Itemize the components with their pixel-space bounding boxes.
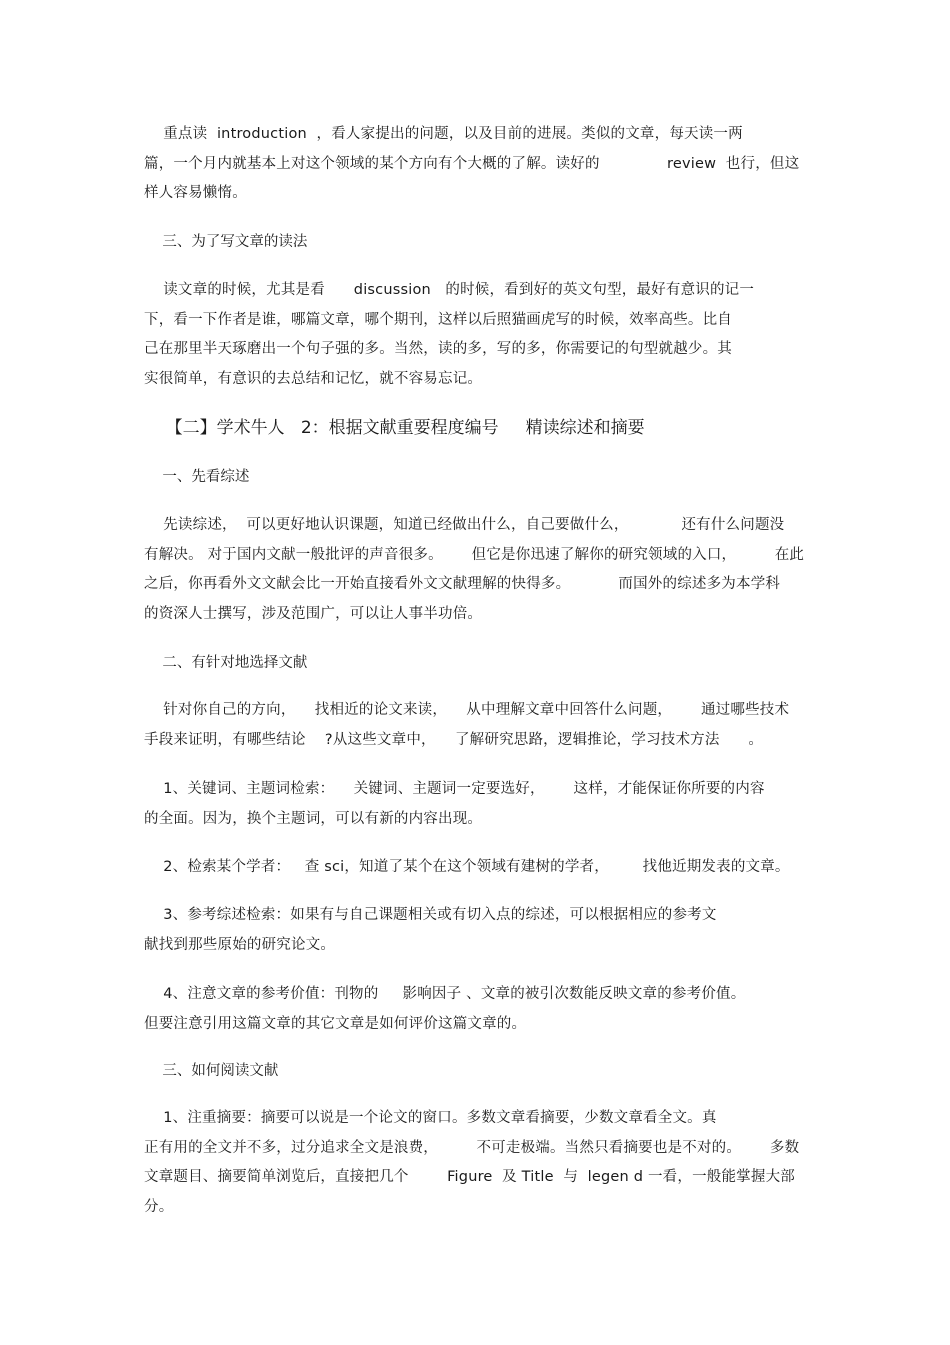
paragraph-review-reference-search (144, 901, 808, 960)
text-line: 4、注意文章的参考价值：刊物的 影响因子 、文章的被引次数能反映文章的参考价值。 (144, 986, 746, 1002)
text-line: 的全面。因为，换个主题词，可以有新的内容出现。 (144, 810, 483, 827)
paragraph-scholar-search (144, 853, 808, 883)
text-line: 篇，一个月内就基本上对这个领域的某个方向有个大概的了解。读好的 review 也行，但这 (144, 155, 800, 172)
section-heading-2: 【二】学术牛人 2：根据文献重要程度编号 精读综述和摘要 (144, 418, 645, 438)
paragraph-keyword-search (144, 775, 808, 834)
text-line: 己在那里半天琢磨出一个句子强的多。当然，读的多，写的多，你需要记的句型就越少。其 (144, 341, 732, 357)
text-line: 1、注重摘要：摘要可以说是一个论文的窗口。多数文章看摘要，少数文章看全文。真 (144, 1110, 717, 1126)
paragraph-review-first (144, 511, 808, 629)
text-line: 2、检索某个学者： 查 sci，知道了某个在这个领域有建树的学者， 找他近期发表的文章。 (144, 859, 790, 875)
text-line: 但要注意引用这篇文章的其它文章是如何评价这篇文章的。 (144, 1015, 527, 1032)
paragraph-targeted-selection (144, 696, 808, 755)
text-line: 先读综述， 可以更好地认识课题，知道已经做出什么，自己要做什么， 还有什么问题没 (144, 517, 785, 533)
text-line: 分。 (144, 1198, 174, 1215)
text-line: 1、关键词、主题词检索： 关键词、主题词一定要选好， 这样，才能保证你所要的内容 (144, 781, 765, 797)
heading-targeted-selection: 二、有针对地选择文献 (144, 655, 308, 671)
text-line: 3、参考综述检索：如果有与自己课题相关或有切入点的综述，可以根据相应的参考文 (144, 907, 717, 923)
paragraph-read-introduction (144, 120, 808, 209)
text-line: 样人容易懒惰。 (144, 185, 247, 201)
text-line: 手段来证明，有哪些结论 ?从这些文章中， 了解研究思路，逻辑推论，学习技术方法 。 (144, 731, 764, 748)
text-line: 下，看一下作者是谁，哪篇文章，哪个期刊，这样以后照猫画虎写的时候，效率高些。比自 (144, 311, 732, 328)
text-line: 实很简单，有意识的去总结和记忆，就不容易忘记。 (144, 370, 483, 387)
paragraph-reference-value (144, 980, 808, 1039)
text-line: 针对你自己的方向， 找相近的论文来读， 从中理解文章中回答什么问题， 通过哪些技术 (144, 702, 790, 718)
text-line: 文章题目、摘要简单浏览后，直接把几个 Figure 及 Title 与 legen d 一看，一般能掌握大部 (144, 1169, 795, 1185)
text-line: 之后，你再看外文文献会比一开始直接看外文文献理解的快得多。 而国外的综述多为本学科 (144, 576, 781, 592)
text-line: 献找到那些原始的研究论文。 (144, 936, 336, 953)
text-line: 有解决。 对于国内文献一般批评的声音很多。 但它是你迅速了解你的研究领域的入口， 在此 (144, 546, 805, 563)
text-line: 正有用的全文并不多，过分追求全文是浪费， 不可走极端。当然只看摘要也是不对的。 多数 (144, 1139, 800, 1156)
text-line: 读文章的时候，尤其是看 discussion 的时候，看到好的英文句型，最好有意识的记一 (144, 282, 755, 298)
heading-how-to-read: 三、如何阅读文献 (144, 1063, 279, 1079)
heading-review-first: 一、先看综述 (144, 469, 250, 485)
text-line: 重点读 introduction ，看人家提出的问题，以及目前的进展。类似的文章，每天读一两 (144, 126, 743, 142)
paragraph-read-for-writing (144, 276, 808, 394)
text-line: 的资深人士撰写，涉及范围广，可以让人事半功倍。 (144, 605, 483, 622)
paragraph-focus-abstract (144, 1104, 808, 1222)
heading-read-for-writing: 三、为了写文章的读法 (144, 234, 308, 250)
